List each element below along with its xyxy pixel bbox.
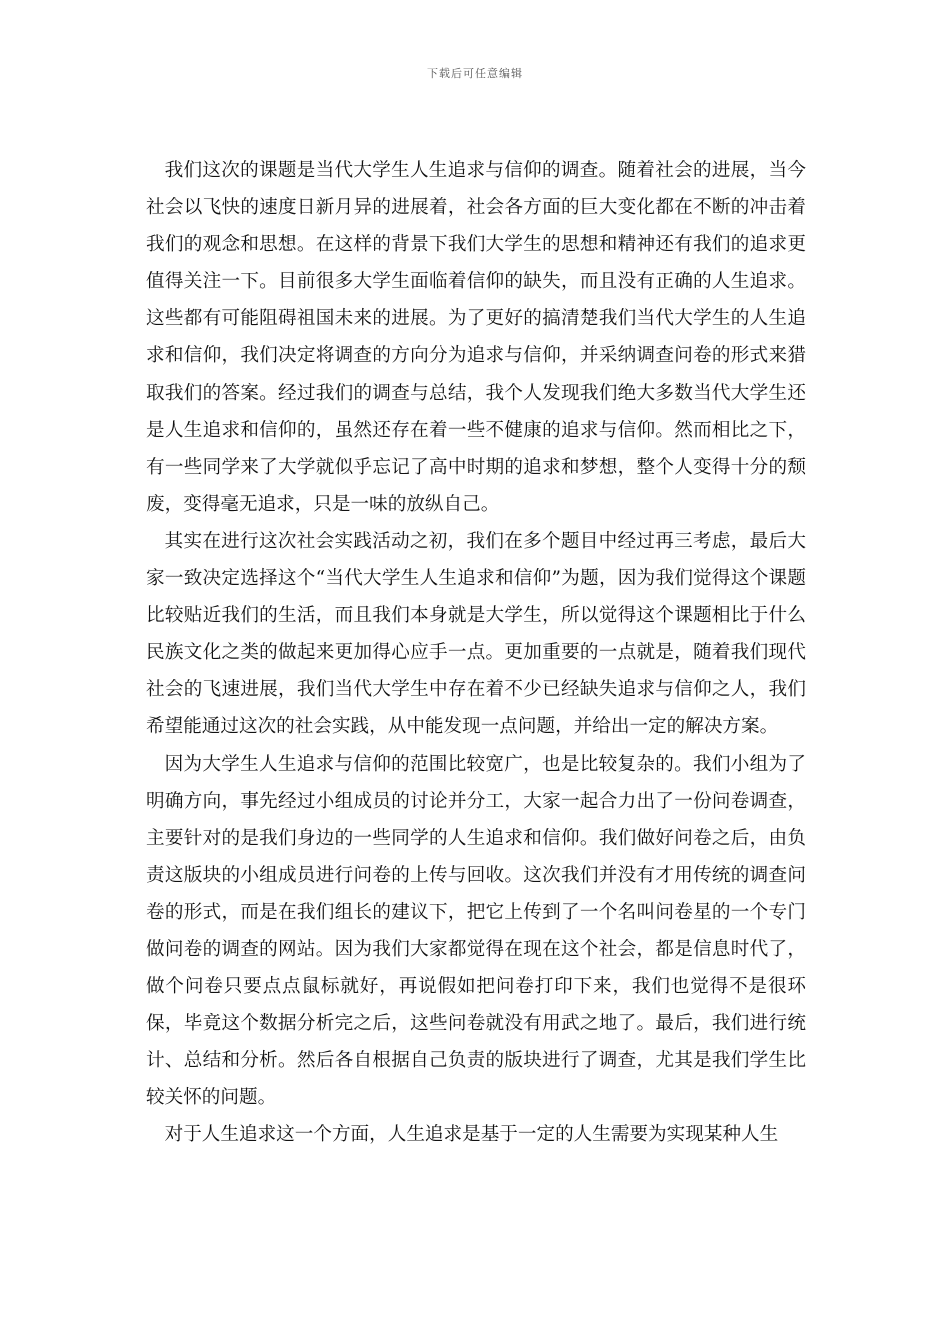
page-header: 下载后可任意编辑 bbox=[427, 67, 523, 80]
paragraph-2: 其实在进行这次社会实践活动之初，我们在多个题目中经过再三考虑，最后大家一致决定选择这个“当代大学生人生追求和信仰”为题，因为我们觉得这个课题比较贴近我们的生活，而且我们本身就是大学生，所以觉得这个课题相比于什么民族文化之类的做起来更加得心应手一点。更加重要的一点就是，随着我们现代社会的飞速进展，我们当代大学生中存在着不少已经缺失追求与信仰之人，我们希望能通过这次的社会实践，从中能发现一点问题，并给出一定的解决方案。 bbox=[146, 530, 806, 738]
paragraph-1: 我们这次的课题是当代大学生人生追求与信仰的调查。随着社会的进展，当今社会以飞快的速度日新月异的进展着，社会各方面的巨大变化都在不断的冲击着我们的观念和思想。在这样的背景下我们大学生的思想和精神还有我们的追求更值得关注一下。目前很多大学生面临着信仰的缺失，而且没有正确的人生追求。这些都有可能阻碍祖国未来的进展。为了更好的搞清楚我们当代大学生的人生追求和信仰，我们决定将调查的方向分为追求与信仰，并采纳调查问卷的形式来猎取我们的答案。经过我们的调查与总结，我个人发现我们绝大多数当代大学生还是人生追求和信仰的，虽然还存在着一些不健康的追求与信仰。然而相比之下，有一些同学来了大学就似乎忘记了高中时期的追求和梦想，整个人变得十分的颓废，变得毫无追求，只是一味的放纵自己。 bbox=[146, 160, 806, 515]
paragraph-4: 对于人生追求这一个方面，人生追求是基于一定的人生需要为实现某种人生 bbox=[164, 1124, 779, 1146]
document-body bbox=[146, 152, 806, 1154]
paragraph-3: 因为大学生人生追求与信仰的范围比较宽广，也是比较复杂的。我们小组为了明确方向，事先经过小组成员的讨论并分工，大家一起合力出了一份问卷调查，主要针对的是我们身边的一些同学的人生追求和信仰。我们做好问卷之后，由负责这版块的小组成员进行问卷的上传与回收。这次我们并没有才用传统的调查问卷的形式，而是在我们组长的建议下，把它上传到了一个名叫问卷星的一个专门做问卷的调查的网站。因为我们大家都觉得在现在这个社会，都是信息时代了，做个问卷只要点点鼠标就好，再说假如把问卷打印下来，我们也觉得不是很环保，毕竟这个数据分析完之后，这些问卷就没有用武之地了。最后，我们进行统计、总结和分析。然后各自根据自己负责的版块进行了调查，尤其是我们学生比较关怀的问题。 bbox=[146, 753, 806, 1109]
